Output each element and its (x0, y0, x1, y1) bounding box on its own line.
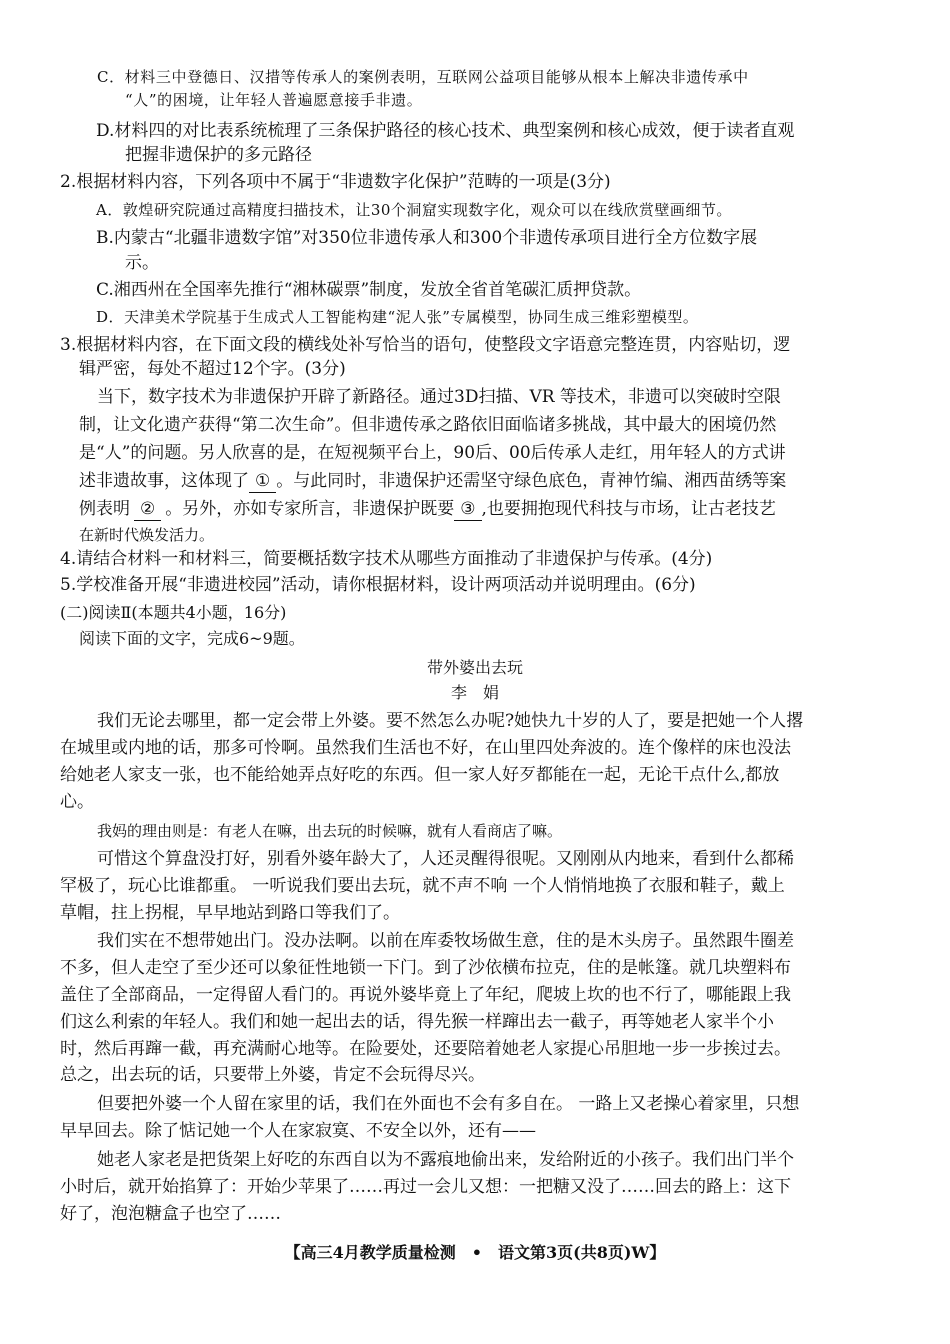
story-p3-line2: 罕极了，玩心比谁都重。 一听说我们要出去玩，就不声不响 一个人悄悄地换了衣服和鞋子，戴上 (60, 876, 785, 896)
story-p1-line3: 给她老人家支一张，也不能给她弄点好吃的东西。但一家人好歹都能在一起，无论干点什么,都放 (60, 765, 780, 785)
section2-heading: (二)阅读Ⅱ(本题共4小题，16分) (60, 603, 287, 622)
q1-option-c-line1: C．材料三中登德日、汉措等传承人的案例表明，互联网公益项目能够从根本上解决非遗传承中 (97, 68, 749, 86)
story-p6-line1: 她老人家老是把货架上好吃的东西自以为不露痕地偷出来，发给附近的小孩子。我们出门半个 (97, 1150, 794, 1170)
q1-option-d-line2: 把握非遗保护的多元路径 (125, 145, 312, 165)
story-p3-line3: 草帽，拄上拐棍，早早地站到路口等我们了。 (60, 903, 400, 923)
story-author: 李 娟 (450, 683, 499, 702)
story-p1-line1: 我们无论去哪里，都一定会带上外婆。要不然怎么办呢?她快九十岁的人了，要是把她一个人撂 (97, 711, 804, 731)
q3-passage-line5-text-a: 例表明 (79, 499, 130, 519)
q3-passage-line5 (79, 498, 776, 521)
story-p4-line3: 盖住了全部商品，一定得留人看门的。再说外婆毕竟上了年纪，爬坡上坎的也不行了，哪能跟上我 (60, 985, 791, 1005)
q2-option-b-line1: B.内蒙古“北疆非遗数字馆”对350位非遗传承人和300个非遗传承项目进行全方位数字展 (96, 228, 758, 248)
story-p4-line1: 我们实在不想带她出门。没办法啊。以前在库委牧场做生意，住的是木头房子。虽然跟牛圈差 (97, 931, 794, 951)
section2-instruction: 阅读下面的文字，完成6~9题。 (79, 629, 305, 648)
story-p6-line2: 小时后，就开始掐算了：开始少苹果了……再过一会儿又想：一把糖又没了……回去的路上：这下 (60, 1177, 791, 1197)
q1-option-c-line2: “人”的困境，让年轻人普遍愿意接手非遗。 (125, 91, 423, 109)
q2-stem: 2.根据材料内容，下列各项中不属于“非遗数字化保护”范畴的一项是(3分) (60, 172, 611, 192)
q3-passage-line5-text-c: ,也要拥抱现代科技与市场，让古老技艺 (481, 499, 776, 519)
story-p1-line2: 在城里或内地的话，那多可怜啊。虽然我们生活也不好，在山里四处奔波的。连个像样的床也没法 (60, 738, 791, 758)
page-footer: 【高三4月教学质量检测 • 语文第3页(共8页)W】 (284, 1243, 666, 1262)
story-p4-line6: 总之，出去玩的话，只要带上外婆，肯定不会玩得尽兴。 (60, 1065, 485, 1085)
story-p2: 我妈的理由则是：有老人在嘛，出去玩的时候嘛，就有人看商店了嘛。 (97, 822, 563, 840)
q3-passage-line5-text-b: 。另外，亦如专家所言，非遗保护既要 (165, 499, 455, 519)
q2-option-c: C.湘西州在全国率先推行“湘林碳票”制度，发放全省首笔碳汇质押贷款。 (96, 280, 642, 300)
story-p6-line3: 好了，泡泡糖盒子也空了…… (60, 1204, 281, 1224)
story-p5-line2: 早早回去。除了惦记她一个人在家寂寞、不安全以外，还有—— (60, 1121, 536, 1141)
story-p4-line2: 不多，但人走空了至少还可以象征性地锁一下门。到了沙依横布拉克，住的是帐篷。就几块塑料布 (60, 958, 791, 978)
q2-option-b-line2: 示。 (125, 253, 159, 273)
q3-passage-line3: 是“人”的问题。另人欣喜的是，在短视频平台上，90后、00后传承人走红，用年轻人的方式讲 (79, 443, 786, 463)
q3-passage-line4-text-a: 述非遗故事，这体现了 (79, 471, 249, 491)
story-p5-line1: 但要把外婆一个人留在家里的话，我们在外面也不会有多自在。 一路上又老操心着家里，只想 (97, 1094, 800, 1114)
q3-passage-line4-text-b: 。与此同时，非遗保护还需坚守绿色底色，青神竹编、湘西苗绣等案 (276, 471, 787, 491)
q3-passage-line6: 在新时代焕发活力。 (79, 526, 215, 544)
story-p1-line4: 心。 (60, 792, 94, 812)
story-title: 带外婆出去玩 (426, 658, 523, 677)
blank-3[interactable]: ③ (454, 498, 481, 521)
story-p4-line5: 时，然后再蹿一截，再充满耐心地等。在险要处，还要陪着她老人家提心吊胆地一步一步挨过去。 (60, 1039, 791, 1059)
q3-passage-line4 (79, 470, 786, 493)
q4: 4.请结合材料一和材料三，简要概括数字技术从哪些方面推动了非遗保护与传承。(4分) (60, 549, 713, 569)
q1-option-d-line1: D.材料四的对比表系统梳理了三条保护路径的核心技术、典型案例和核心成效，便于读者直观 (96, 121, 795, 141)
q3-passage-line1: 当下，数字技术为非遗保护开辟了新路径。通过3D扫描、VR 等技术，非遗可以突破时空限 (97, 387, 781, 407)
story-p4-line4: 们这么利索的年轻人。我们和她一起出去的话，得先猴一样蹿出去一截子，再等她老人家半个小 (60, 1012, 774, 1032)
q3-passage-line2: 制，让文化遗产获得“第二次生命”。但非遗传承之路依旧面临诸多挑战，其中最大的困境仍然 (79, 415, 777, 435)
q3-stem-line1: 3.根据材料内容，在下面文段的横线处补写恰当的语句，使整段文字语意完整连贯，内容贴切，逻 (60, 335, 791, 355)
q2-option-a: A．敦煌研究院通过高精度扫描技术，让30个洞窟实现数字化，观众可以在线欣赏壁画细节。 (96, 201, 732, 219)
story-p3-line1: 可惜这个算盘没打好，别看外婆年龄大了，人还灵醒得很呢。又刚刚从内地来，看到什么都稀 (97, 849, 794, 869)
q5: 5.学校准备开展“非遗进校园”活动，请你根据材料，设计两项活动并说明理由。(6分) (60, 575, 696, 595)
blank-1[interactable]: ① (249, 470, 276, 493)
q3-stem-line2: 辑严密，每处不超过12个字。(3分) (79, 359, 346, 379)
q2-option-d: D．天津美术学院基于生成式人工智能构建“泥人张”专属模型，协同生成三维彩塑模型。 (96, 308, 699, 326)
blank-2[interactable]: ② (134, 498, 161, 521)
